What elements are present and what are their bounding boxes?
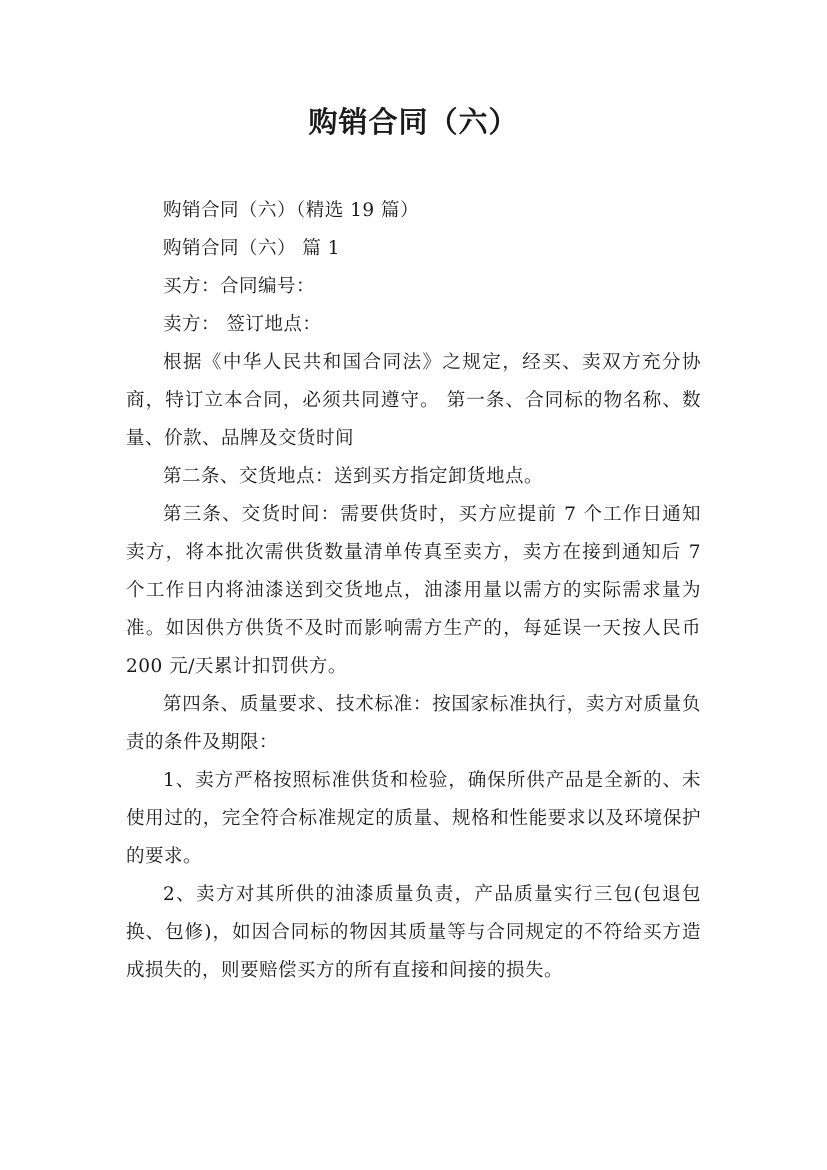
paragraph-clause-2: 2、卖方对其所供的油漆质量负责，产品质量实行三包(包退包换、包修)，如因合同标的物因其质量等与合同规定的不符给买方造成损失的，则要赔偿买方的所有直接和间接的损失。 xyxy=(126,884,701,981)
paragraph-subtitle: 购销合同（六）（精选 19 篇） xyxy=(163,200,420,221)
document-body xyxy=(126,192,701,990)
paragraph-article-2: 第二条、交货地点：送到买方指定卸货地点。 xyxy=(163,466,544,487)
paragraph-article-3: 第三条、交货时间：需要供货时，买方应提前 7 个工作日通知卖方，将本批次需供货数量清单传真至卖方，卖方在接到通知后 7 个工作日内将油漆送到交货地点，油漆用量以需方的实际需求量为准。如因供方供货不及时而影响需方生产的，每延误一天按人民币 200 元/天累计扣罚供方。 xyxy=(126,504,701,677)
paragraph-seller: 卖方： 签订地点： xyxy=(163,314,322,335)
paragraph-article-4: 第四条、质量要求、技术标准：按国家标准执行，卖方对质量负责的条件及期限： xyxy=(126,694,701,753)
paragraph-buyer: 买方：合同编号： xyxy=(163,276,316,297)
document-title: 购销合同（六） xyxy=(308,105,519,139)
paragraph-clause-1: 1、卖方严格按照标准供货和检验，确保所供产品是全新的、未使用过的，完全符合标准规定的质量、规格和性能要求以及环境保护的要求。 xyxy=(126,770,701,867)
paragraph-preamble: 根据《中华人民共和国合同法》之规定，经买、卖双方充分协商，特订立本合同，必须共同遵守。 第一条、合同标的物名称、数量、价款、品牌及交货时间 xyxy=(126,352,701,449)
paragraph-section-heading: 购销合同（六） 篇 1 xyxy=(163,238,341,259)
